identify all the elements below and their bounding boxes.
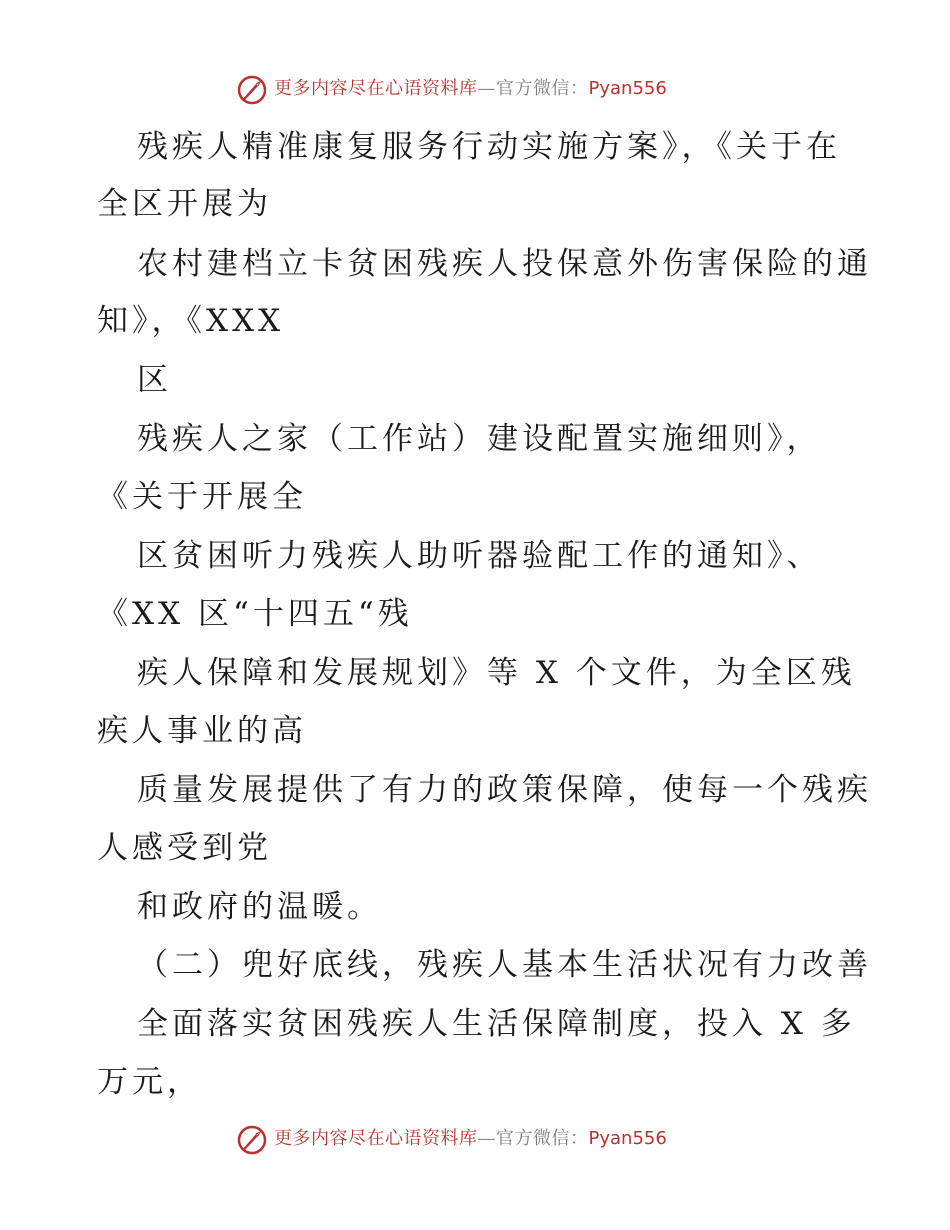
body-line: 全区开展为 bbox=[97, 186, 272, 222]
body-line: 万元， bbox=[97, 1064, 202, 1100]
watermark-main: 更多内容尽在心语资料库 bbox=[274, 1128, 478, 1149]
watermark-separator: — bbox=[477, 1128, 496, 1149]
body-line: 质量发展提供了有力的政策保障，使每一个残疾 bbox=[137, 772, 872, 808]
watermark-contact: 官方微信： bbox=[496, 1128, 589, 1149]
watermark-text bbox=[274, 1127, 667, 1151]
body-line: 《关于开展全 bbox=[97, 479, 307, 515]
pen-logo-icon bbox=[236, 74, 268, 106]
watermark-wechat-id: Pyan556 bbox=[588, 78, 667, 99]
body-line: 知》，《XXX bbox=[97, 303, 285, 339]
body-line: 和政府的温暖。 bbox=[137, 889, 382, 925]
body-line: 残疾人精准康复服务行动实施方案》，《关于在 bbox=[137, 129, 841, 165]
body-line: 人感受到党 bbox=[97, 830, 272, 866]
body-line: 《XX 区“十四五“残 bbox=[97, 596, 413, 632]
watermark-main: 更多内容尽在心语资料库 bbox=[274, 78, 478, 99]
body-line: 区 bbox=[137, 362, 172, 398]
body-line: 区贫困听力残疾人助听器验配工作的通知》、 bbox=[137, 538, 822, 574]
watermark-separator: — bbox=[477, 78, 496, 99]
section-heading: （二）兜好底线，残疾人基本生活状况有力改善 bbox=[137, 947, 872, 983]
watermark-contact: 官方微信： bbox=[496, 78, 589, 99]
body-line: 全面落实贫困残疾人生活保障制度，投入 X 多 bbox=[137, 1006, 856, 1042]
body-line: 农村建档立卡贫困残疾人投保意外伤害保险的通 bbox=[137, 246, 872, 282]
body-line: 疾人事业的高 bbox=[97, 713, 307, 749]
body-line: 疾人保障和发展规划》等 X 个文件，为全区残 bbox=[137, 655, 856, 691]
body-line: 残疾人之家（工作站）建设配置实施细则》， bbox=[137, 421, 822, 457]
pen-logo-icon bbox=[236, 1124, 268, 1156]
watermark-wechat-id: Pyan556 bbox=[588, 1128, 667, 1149]
footer-watermark bbox=[0, 1120, 950, 1160]
watermark-text bbox=[274, 77, 667, 101]
header-watermark bbox=[0, 70, 950, 110]
